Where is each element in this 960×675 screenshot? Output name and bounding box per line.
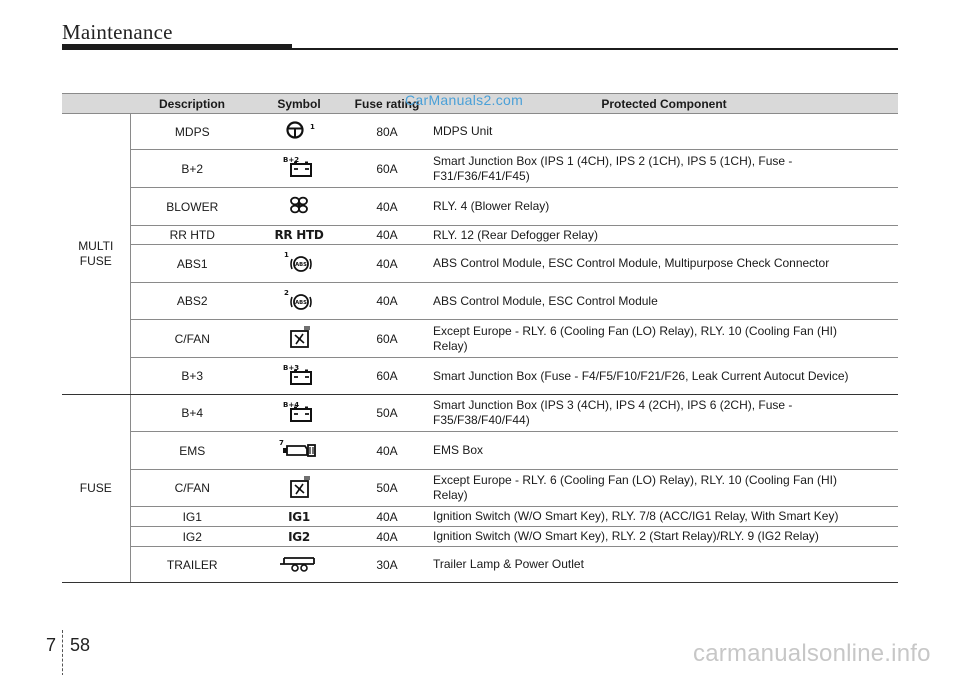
fuse-rating: 40A xyxy=(344,245,430,283)
cooling-fan-icon xyxy=(283,324,315,353)
fuse-rating: 40A xyxy=(344,188,430,226)
fuse-symbol xyxy=(254,188,344,226)
table-row xyxy=(62,245,898,283)
fuse-rating: 30A xyxy=(344,547,430,583)
abs-icon xyxy=(279,250,319,277)
protected-component: Except Europe - RLY. 6 (Cooling Fan (LO) Relay), RLY. 10 (Cooling Fan (HI) Relay) xyxy=(430,470,898,507)
fuse-description: RR HTD xyxy=(130,226,254,245)
chapter-number: 7 xyxy=(46,635,57,655)
cooling-fan-icon xyxy=(283,474,315,503)
fuse-rating: 80A xyxy=(344,114,430,150)
fuse-symbol xyxy=(254,226,344,245)
table-row xyxy=(62,188,898,226)
svg-text:ABS: ABS xyxy=(295,299,307,306)
fuse-description: TRAILER xyxy=(130,547,254,583)
mdps-steering-icon xyxy=(279,119,319,144)
fuse-description: ABS1 xyxy=(130,245,254,283)
fuse-description: B+3 xyxy=(130,358,254,395)
protected-component: ABS Control Module, ESC Control Module, Multipurpose Check Connector xyxy=(430,245,898,283)
blower-fan-icon xyxy=(287,193,311,220)
table-row xyxy=(62,547,898,583)
table-row xyxy=(62,358,898,395)
header-rule xyxy=(62,48,898,50)
fuse-rating: 40A xyxy=(344,283,430,320)
table-row xyxy=(62,226,898,245)
header-group-blank xyxy=(62,94,130,114)
svg-text:1: 1 xyxy=(310,123,315,131)
fuse-symbol xyxy=(254,320,344,358)
fuse-description: ABS2 xyxy=(130,283,254,320)
fuse-rating: 40A xyxy=(344,432,430,470)
table-row xyxy=(62,150,898,188)
table-row xyxy=(62,395,898,432)
header-protected-component: Protected Component xyxy=(430,94,898,114)
svg-text:2: 2 xyxy=(284,288,289,297)
svg-text:1: 1 xyxy=(284,251,289,259)
svg-text:B+4: B+4 xyxy=(283,400,300,409)
fuse-rating: 60A xyxy=(344,150,430,188)
fuse-description: BLOWER xyxy=(130,188,254,226)
svg-text:B+3: B+3 xyxy=(283,363,300,372)
fuse-rating: 50A xyxy=(344,395,430,432)
fuse-symbol xyxy=(254,245,344,283)
fuse-description: B+4 xyxy=(130,395,254,432)
fuse-symbol xyxy=(254,283,344,320)
protected-component: Smart Junction Box (Fuse - F4/F5/F10/F21/F26, Leak Current Autocut Device) xyxy=(430,358,898,395)
svg-text:ABS: ABS xyxy=(295,262,307,268)
engine-icon xyxy=(277,437,321,464)
fuse-description: IG2 xyxy=(130,527,254,547)
fuse-description: IG1 xyxy=(130,507,254,527)
protected-component: RLY. 4 (Blower Relay) xyxy=(430,188,898,226)
fuse-symbol xyxy=(254,432,344,470)
protected-component: ABS Control Module, ESC Control Module xyxy=(430,283,898,320)
table-row xyxy=(62,283,898,320)
page-number: 58 xyxy=(70,635,91,655)
fuse-rating: 60A xyxy=(344,320,430,358)
table-row xyxy=(62,507,898,527)
fuse-rating: 40A xyxy=(344,527,430,547)
protected-component: Trailer Lamp & Power Outlet xyxy=(430,547,898,583)
fuse-description: MDPS xyxy=(130,114,254,150)
fuse-description: C/FAN xyxy=(130,470,254,507)
protected-component: Ignition Switch (W/O Smart Key), RLY. 7/8 (ACC/IG1 Relay, With Smart Key) xyxy=(430,507,898,527)
table-row xyxy=(62,432,898,470)
fuse-description: C/FAN xyxy=(130,320,254,358)
svg-text:B+2: B+2 xyxy=(283,156,300,164)
protected-component: EMS Box xyxy=(430,432,898,470)
fuse-symbol xyxy=(254,395,344,432)
fuse-rating: 40A xyxy=(344,226,430,245)
protected-component: Except Europe - RLY. 6 (Cooling Fan (LO) Relay), RLY. 10 (Cooling Fan (HI) Relay) xyxy=(430,320,898,358)
watermark-bottom: carmanualsonline.info xyxy=(693,640,931,667)
svg-text:7: 7 xyxy=(279,439,284,447)
fuse-description: B+2 xyxy=(130,150,254,188)
protected-component: MDPS Unit xyxy=(430,114,898,150)
table-row xyxy=(62,527,898,547)
fuse-symbol xyxy=(254,507,344,527)
fuse-rating: 50A xyxy=(344,470,430,507)
table-row xyxy=(62,470,898,507)
abs-icon xyxy=(279,288,319,315)
fuse-symbol xyxy=(254,527,344,547)
protected-component: Smart Junction Box (IPS 3 (4CH), IPS 4 (2CH), IPS 6 (2CH), Fuse - F35/F38/F40/F44) xyxy=(430,395,898,432)
fuse-symbol xyxy=(254,470,344,507)
trailer-icon xyxy=(278,552,320,577)
watermark-top: CarManuals2.com xyxy=(405,92,524,108)
header-symbol: Symbol xyxy=(254,94,344,114)
section-title: Maintenance xyxy=(62,20,173,44)
fuse-symbol xyxy=(254,547,344,583)
battery-icon xyxy=(279,400,319,427)
symbol-text-label: RR HTD xyxy=(274,228,324,242)
fuse-symbol xyxy=(254,114,344,150)
page-divider xyxy=(62,630,63,675)
group-label: FUSE xyxy=(62,395,130,583)
fuse-symbol xyxy=(254,358,344,395)
table-body xyxy=(62,114,898,583)
symbol-text-label: IG2 xyxy=(288,529,310,544)
header-description: Description xyxy=(130,94,254,114)
fuse-table xyxy=(62,93,898,583)
fuse-rating: 60A xyxy=(344,358,430,395)
protected-component: RLY. 12 (Rear Defogger Relay) xyxy=(430,226,898,245)
fuse-rating: 40A xyxy=(344,507,430,527)
fuse-description: EMS xyxy=(130,432,254,470)
fuse-symbol xyxy=(254,150,344,188)
protected-component: Smart Junction Box (IPS 1 (4CH), IPS 2 (1CH), IPS 5 (1CH), Fuse - F31/F36/F41/F45) xyxy=(430,150,898,188)
table-row xyxy=(62,320,898,358)
group-label: MULTI FUSE xyxy=(62,114,130,395)
symbol-text-label: IG1 xyxy=(288,509,310,524)
battery-icon xyxy=(279,363,319,390)
battery-icon xyxy=(279,155,319,182)
table-row xyxy=(62,114,898,150)
header-fuse-rating: Fuse rating xyxy=(344,94,430,114)
protected-component: Ignition Switch (W/O Smart Key), RLY. 2 (Start Relay)/RLY. 9 (IG2 Relay) xyxy=(430,527,898,547)
